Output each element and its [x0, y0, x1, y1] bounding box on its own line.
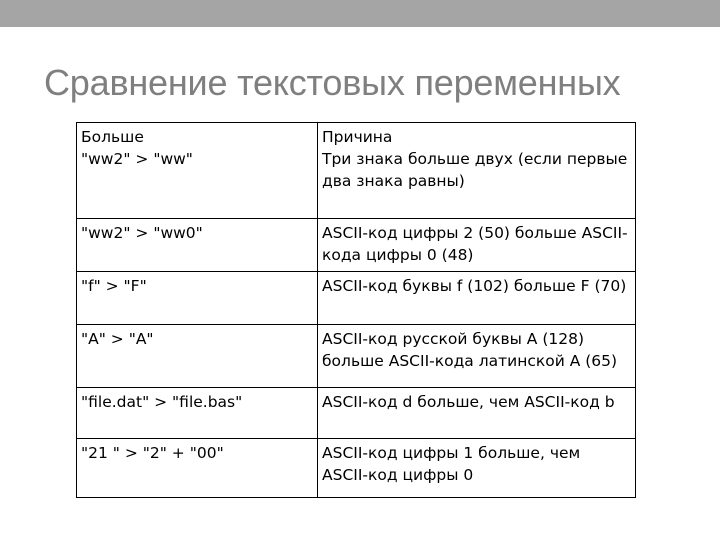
- table-row: [77, 123, 636, 219]
- reason-text: ASCII-код русской буквы А (128) больше ASCII-кода латинской А (65): [318, 325, 636, 388]
- expression-text: "21 " > "2" + "00": [77, 439, 318, 498]
- table-row: [77, 219, 636, 272]
- table-row: [77, 325, 636, 388]
- expression-text: "f" > "F": [77, 272, 318, 325]
- reason-text: ASCII-код буквы f (102) больше F (70): [318, 272, 636, 325]
- table-row: [77, 388, 636, 439]
- table-row: [77, 439, 636, 498]
- top-bar: [0, 0, 720, 27]
- table-cell-reason: [318, 123, 636, 219]
- table-cell-expression: [77, 123, 318, 219]
- column-header-reason: Причина: [322, 128, 393, 146]
- expression-text: "ww2" > "ww": [81, 150, 193, 168]
- reason-text: ASCII-код d больше, чем ASCII-код b: [318, 388, 636, 439]
- reason-text: ASCII-код цифры 2 (50) больше ASCII-кода цифры 0 (48): [318, 219, 636, 272]
- column-header-greater: Больше: [81, 128, 144, 146]
- comparison-table: [76, 122, 636, 498]
- table-row: [77, 272, 636, 325]
- expression-text: "file.dat" > "file.bas": [77, 388, 318, 439]
- reason-text: ASCII-код цифры 1 больше, чем ASCII-код цифры 0: [318, 439, 636, 498]
- reason-text: Три знака больше двух (если первые два знака равны): [322, 150, 628, 190]
- expression-text: "ww2" > "ww0": [77, 219, 318, 272]
- slide-title: Сравнение текстовых переменных: [44, 62, 621, 103]
- expression-text: "А" > "A": [77, 325, 318, 388]
